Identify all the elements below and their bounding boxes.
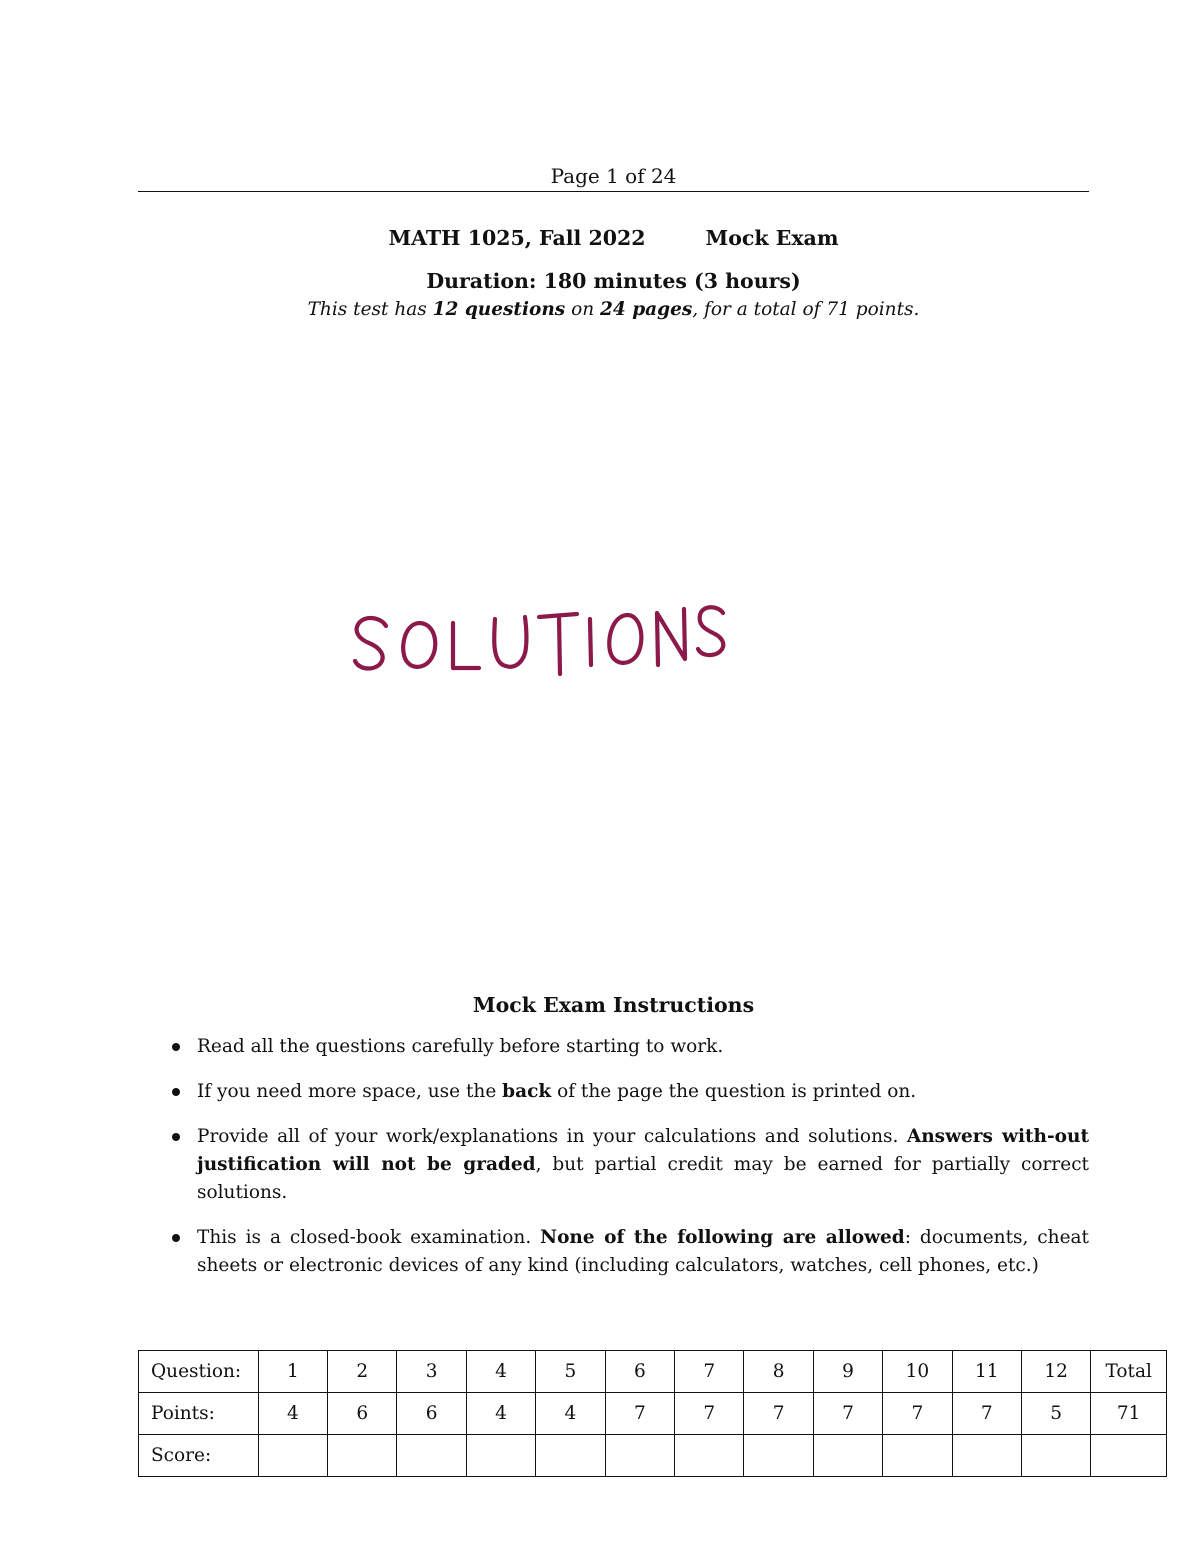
instruction-text: If you need more space, use the	[197, 1081, 503, 1102]
score-cell[interactable]	[952, 1435, 1021, 1477]
instruction-item	[172, 1123, 1089, 1207]
points-label: Points:	[139, 1393, 259, 1435]
points-value: 4	[258, 1393, 327, 1435]
bullet-icon	[172, 1234, 180, 1242]
page-number: Page 1 of 24	[550, 164, 677, 188]
instruction-emphasis: Answers with-out justification will not be graded	[197, 1126, 1089, 1175]
question-number: 6	[605, 1351, 674, 1393]
exam-summary	[138, 297, 1089, 323]
grade-table	[138, 1350, 1167, 1477]
header-rule	[138, 191, 1089, 192]
score-cell[interactable]	[1021, 1435, 1090, 1477]
bullet-icon	[172, 1133, 180, 1141]
points-value: 7	[605, 1393, 674, 1435]
summary-middle: on	[565, 299, 601, 320]
score-cell[interactable]	[258, 1435, 327, 1477]
instruction-text: : documents, cheat sheets or electronic devices of any kind (including calculators, watches, cell phones, etc.)	[197, 1227, 1089, 1276]
bullet-icon	[172, 1043, 180, 1051]
score-cell[interactable]	[744, 1435, 813, 1477]
instructions-title: Mock Exam Instructions	[472, 993, 755, 1017]
instruction-emphasis: None of the following are allowed	[540, 1227, 905, 1248]
score-cell[interactable]	[466, 1435, 535, 1477]
score-total-cell[interactable]	[1091, 1435, 1167, 1477]
question-number: 3	[397, 1351, 466, 1393]
score-label: Score:	[139, 1435, 259, 1477]
bullet-icon	[172, 1088, 180, 1096]
score-cell[interactable]	[328, 1435, 397, 1477]
question-number: 2	[328, 1351, 397, 1393]
exam-title	[138, 224, 1089, 252]
question-number: 11	[952, 1351, 1021, 1393]
exam-type: Mock Exam	[705, 226, 839, 250]
solutions-handwriting	[345, 595, 735, 685]
instruction-text: , but partial credit may be earned for partially correct solutions.	[197, 1154, 1089, 1203]
question-row	[139, 1351, 1167, 1393]
score-cell[interactable]	[605, 1435, 674, 1477]
instruction-emphasis: back	[502, 1081, 552, 1102]
course-name: MATH 1025, Fall 2022	[388, 226, 646, 250]
question-number: 10	[883, 1351, 952, 1393]
instruction-text: Read all the questions carefully before starting to work.	[197, 1036, 724, 1057]
score-cell[interactable]	[536, 1435, 605, 1477]
score-cell[interactable]	[813, 1435, 882, 1477]
question-number: 7	[675, 1351, 744, 1393]
instruction-text: Provide all of your work/explanations in your calculations and solutions.	[197, 1126, 907, 1147]
instruction-item	[172, 1224, 1089, 1280]
question-number: 1	[258, 1351, 327, 1393]
instruction-item	[172, 1078, 1089, 1106]
points-value: 6	[397, 1393, 466, 1435]
summary-suffix: , for a total of 71 points.	[692, 299, 920, 320]
question-number: 5	[536, 1351, 605, 1393]
points-value: 4	[466, 1393, 535, 1435]
instruction-item	[172, 1033, 1089, 1061]
points-value: 7	[883, 1393, 952, 1435]
points-value: 7	[744, 1393, 813, 1435]
score-row	[139, 1435, 1167, 1477]
points-value: 5	[1021, 1393, 1090, 1435]
points-value: 7	[675, 1393, 744, 1435]
question-number: 9	[813, 1351, 882, 1393]
question-label: Question:	[139, 1351, 259, 1393]
instructions-list	[172, 1033, 1089, 1297]
summary-pages: 24 pages	[600, 299, 693, 320]
points-value: 4	[536, 1393, 605, 1435]
score-cell[interactable]	[675, 1435, 744, 1477]
exam-duration: Duration: 180 minutes (3 hours)	[426, 269, 801, 293]
instruction-text: This is a closed-book examination.	[197, 1227, 541, 1248]
points-value: 7	[813, 1393, 882, 1435]
points-value: 6	[328, 1393, 397, 1435]
points-value: 7	[952, 1393, 1021, 1435]
summary-prefix: This test has	[307, 299, 433, 320]
instruction-text: of the page the question is printed on.	[551, 1081, 917, 1102]
question-number: 4	[466, 1351, 535, 1393]
question-number: 8	[744, 1351, 813, 1393]
question-number: 12	[1021, 1351, 1090, 1393]
summary-questions: 12 questions	[432, 299, 566, 320]
score-cell[interactable]	[883, 1435, 952, 1477]
points-total: 71	[1091, 1393, 1167, 1435]
score-cell[interactable]	[397, 1435, 466, 1477]
total-header: Total	[1091, 1351, 1167, 1393]
points-row	[139, 1393, 1167, 1435]
